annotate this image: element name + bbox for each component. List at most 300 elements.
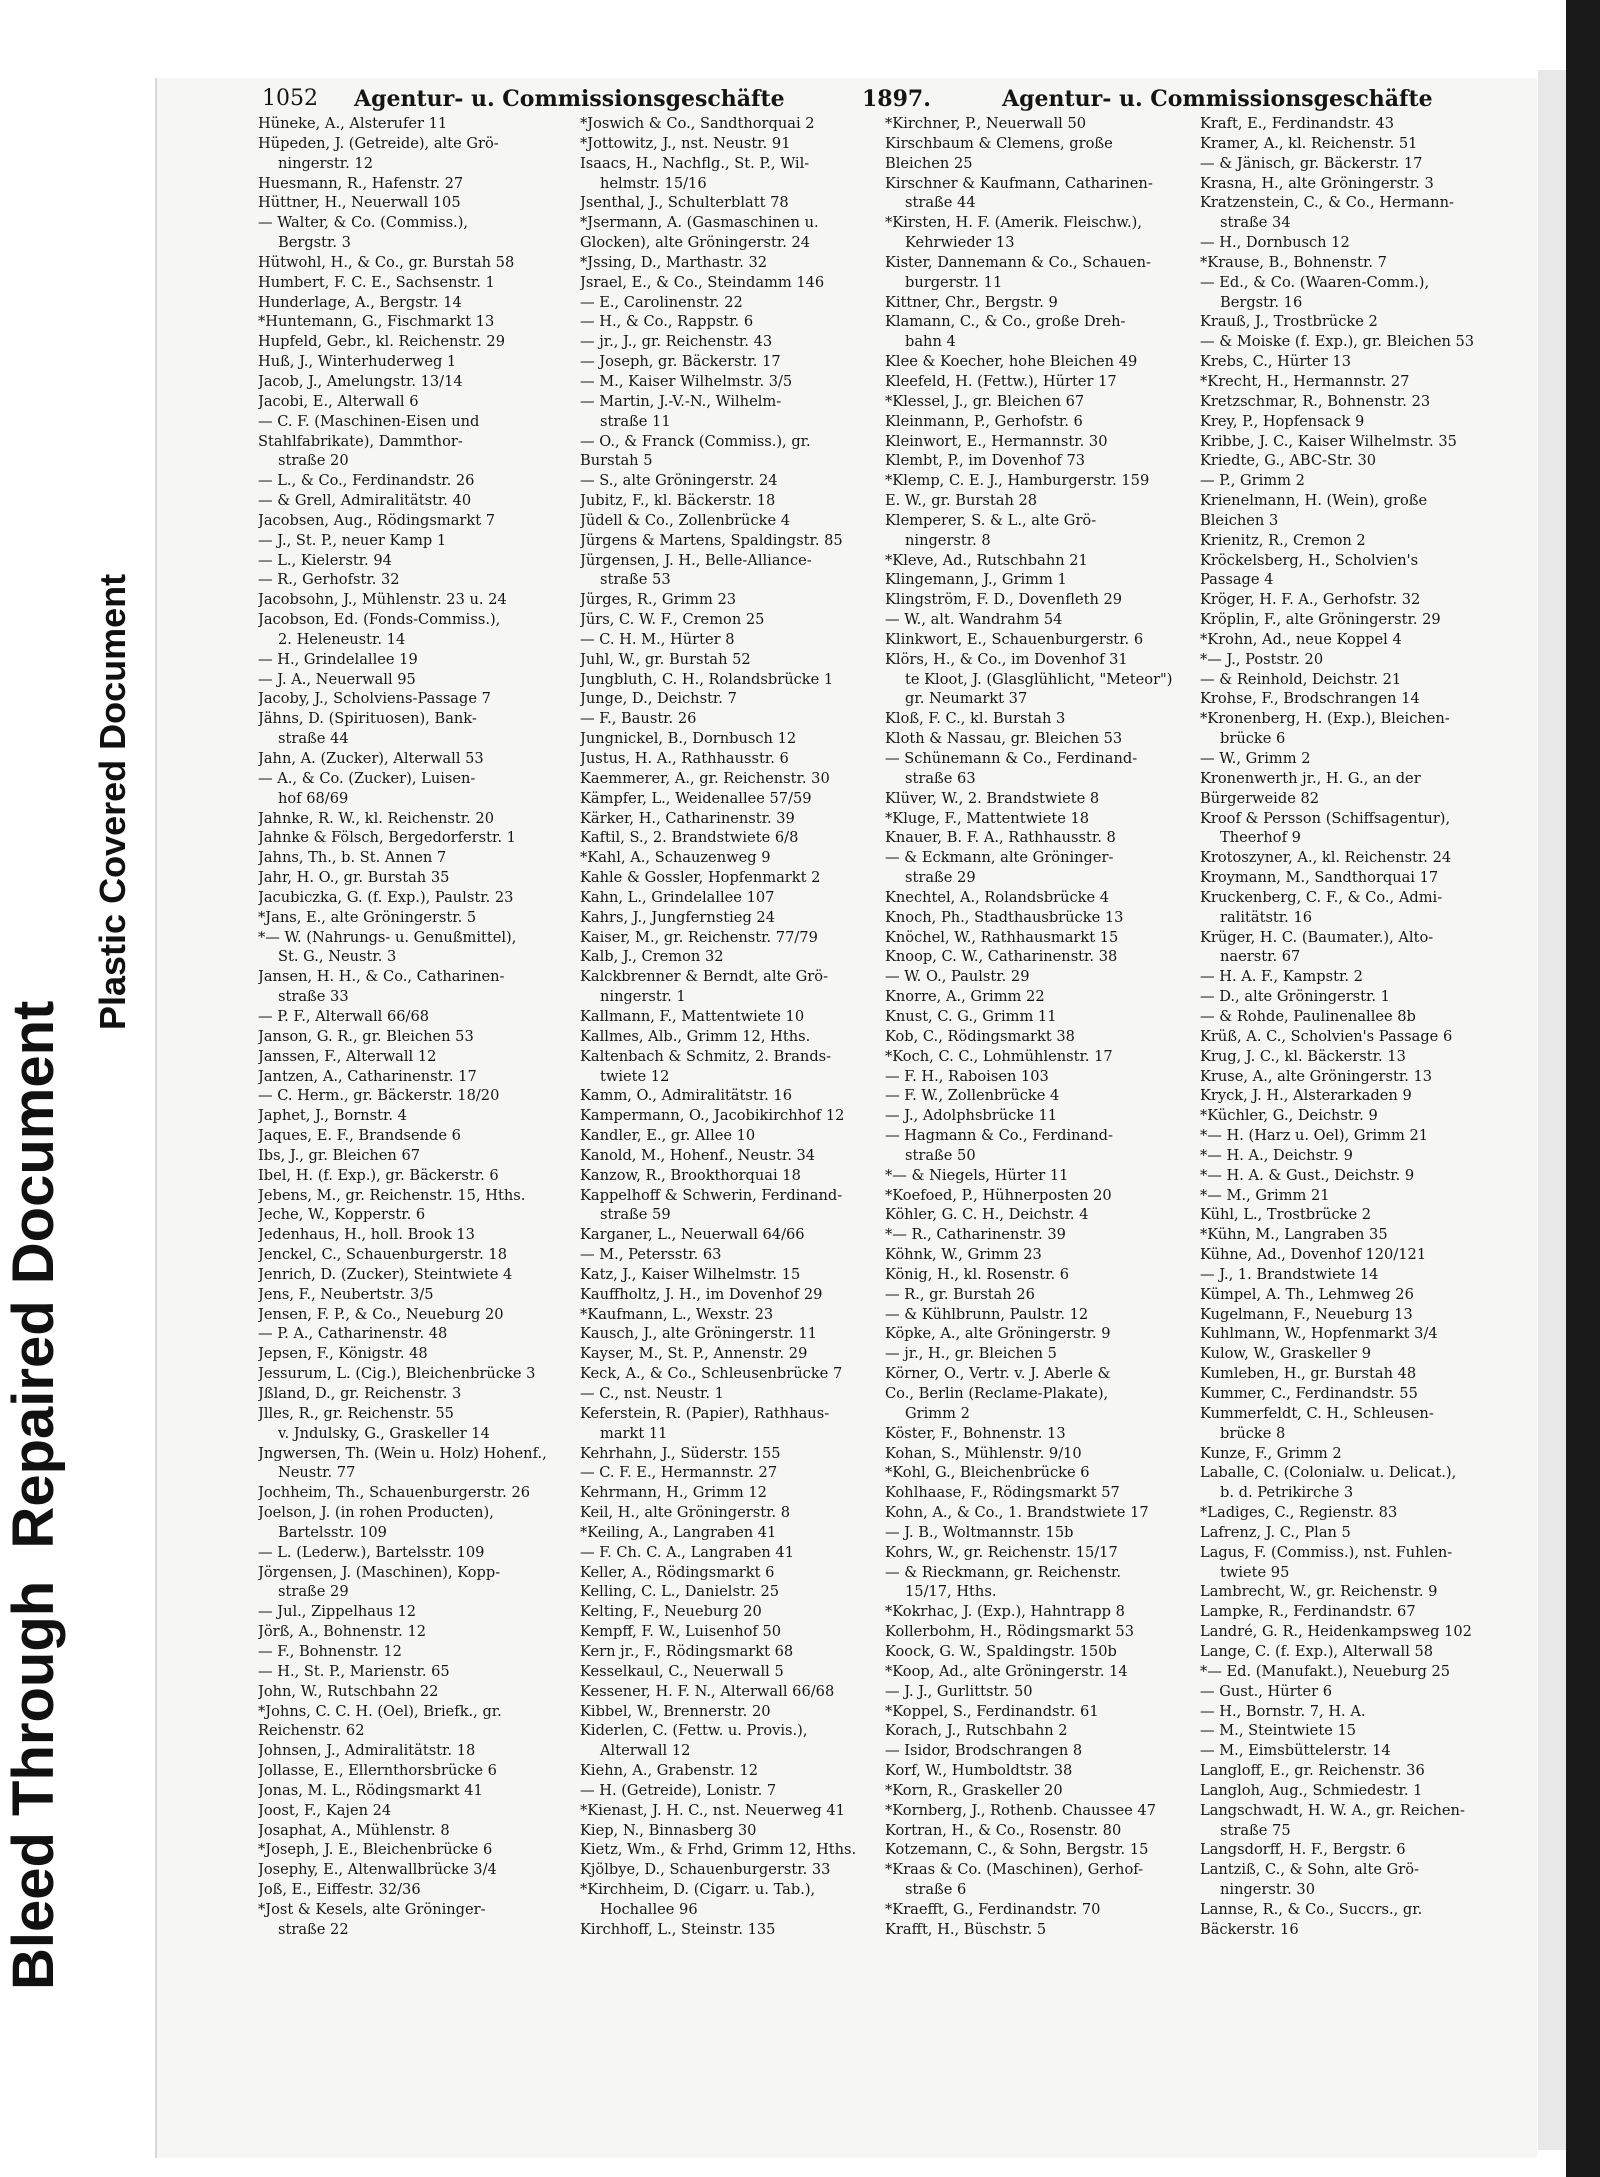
directory-entry: *— W. (Nahrungs- u. Genußmittel), [258, 928, 517, 946]
directory-entry: twiete 95 [1220, 1563, 1290, 1581]
directory-entry: Koock, G. W., Spaldingstr. 150b [885, 1642, 1117, 1660]
directory-entry: — L., & Co., Ferdinandstr. 26 [258, 472, 475, 490]
directory-entry: *Huntemann, G., Fischmarkt 13 [258, 313, 495, 331]
directory-entry: Kleinwort, E., Hermannstr. 30 [885, 432, 1108, 450]
directory-entry: — H., Dornbusch 12 [1200, 234, 1350, 252]
directory-entry: Jürges, R., Grimm 23 [580, 591, 737, 609]
directory-entry: Jahns, Th., b. St. Annen 7 [258, 849, 447, 867]
directory-entry: Laballe, C. (Colonialw. u. Delicat.), [1200, 1464, 1457, 1482]
directory-entry: Krienitz, R., Cremon 2 [1200, 531, 1366, 549]
directory-entry: — Joseph, gr. Bäckerstr. 17 [580, 353, 781, 371]
directory-entry: Jürs, C. W. F., Cremon 25 [580, 611, 765, 629]
directory-entry: Lafrenz, J. C., Plan 5 [1200, 1523, 1351, 1541]
directory-entry: Bleichen 3 [1200, 511, 1279, 529]
directory-entry: Knöchel, W., Rathhausmarkt 15 [885, 928, 1119, 946]
left-running-title: Agentur- u. Commissionsgeschäfte [354, 86, 785, 112]
bleed-through-label: Bleed Through Repaired Document [1, 1000, 66, 1990]
directory-entry: straße 33 [278, 988, 349, 1006]
directory-entry: Jacob, J., Amelungstr. 13/14 [258, 372, 463, 390]
directory-entry: Krotoszyner, A., kl. Reichenstr. 24 [1200, 849, 1452, 867]
directory-entry: *Jost & Kesels, alte Gröninger- [258, 1900, 486, 1918]
directory-entry: Jüdell & Co., Zollenbrücke 4 [580, 511, 791, 529]
directory-entry: straße 20 [278, 452, 349, 470]
directory-entry: — jr., J., gr. Reichenstr. 43 [580, 333, 773, 351]
directory-entry: John, W., Rutschbahn 22 [258, 1682, 439, 1700]
directory-entry: E. W., gr. Burstah 28 [885, 492, 1038, 510]
directory-entry: *Koch, C. C., Lohmühlenstr. 17 [885, 1047, 1113, 1065]
directory-entry: Jubitz, F., kl. Bäckerstr. 18 [580, 492, 776, 510]
directory-entry: Lange, C. (f. Exp.), Alterwall 58 [1200, 1642, 1434, 1660]
directory-entry: Neustr. 77 [278, 1464, 356, 1482]
year: 1897. [862, 86, 931, 112]
directory-entry: Klingström, F. D., Dovenfleth 29 [885, 591, 1123, 609]
directory-entry: Krasna, H., alte Gröningerstr. 3 [1200, 174, 1434, 192]
directory-entry: Kohlhaase, F., Rödingsmarkt 57 [885, 1484, 1120, 1502]
directory-entry: Köhnk, W., Grimm 23 [885, 1246, 1042, 1264]
directory-entry: Köhler, G. C. H., Deichstr. 4 [885, 1206, 1089, 1224]
directory-entry: Kob, C., Rödingsmarkt 38 [885, 1027, 1075, 1045]
directory-entry: Kärker, H., Catharinenstr. 39 [580, 809, 795, 827]
directory-entry: Kietz, Wm., & Frhd, Grimm 12, Hths. [580, 1841, 857, 1859]
directory-entry: — H. (Getreide), Lonistr. 7 [580, 1781, 777, 1799]
directory-entry: Kloß, F. C., kl. Burstah 3 [885, 710, 1066, 728]
directory-entry: Kollerbohm, H., Rödingsmarkt 53 [885, 1623, 1134, 1641]
directory-entry: Jacobsen, Aug., Rödingsmarkt 7 [258, 511, 496, 529]
directory-entry: — F. Ch. C. A., Langraben 41 [580, 1543, 794, 1561]
directory-entry: Kruse, A., alte Gröningerstr. 13 [1200, 1067, 1433, 1085]
directory-entry: Janson, G. R., gr. Bleichen 53 [258, 1027, 474, 1045]
directory-entry: *— R., Catharinenstr. 39 [885, 1226, 1066, 1244]
directory-entry: Josephy, E., Altenwallbrücke 3/4 [258, 1861, 497, 1879]
directory-entry: Kunze, F., Grimm 2 [1200, 1444, 1342, 1462]
directory-entry: Bergstr. 16 [1220, 293, 1303, 311]
directory-entry: *Krecht, H., Hermannstr. 27 [1200, 372, 1410, 390]
directory-entry: Krienelmann, H. (Wein), große [1200, 492, 1428, 510]
directory-entry: Kleinmann, P., Gerhofstr. 6 [885, 412, 1083, 430]
directory-entry: straße 63 [905, 769, 976, 787]
directory-entry: Kotzemann, C., & Sohn, Bergstr. 15 [885, 1841, 1149, 1859]
directory-entry: *Jans, E., alte Gröningerstr. 5 [258, 908, 477, 926]
directory-entry: Jantzen, A., Catharinenstr. 17 [258, 1067, 477, 1085]
directory-entry: Kahn, L., Grindelallee 107 [580, 888, 775, 906]
directory-entry: Kibbel, W., Brennerstr. 20 [580, 1702, 771, 1720]
directory-entry: Kern jr., F., Rödingsmarkt 68 [580, 1642, 794, 1660]
page-header [262, 86, 1532, 114]
directory-entry: Köpke, A., alte Gröningerstr. 9 [885, 1325, 1111, 1343]
directory-entry: Kallmann, F., Mattentwiete 10 [580, 1007, 805, 1025]
directory-entry: Jähns, D. (Spirituosen), Bank- [258, 710, 477, 728]
directory-entry: — L., Kielerstr. 94 [258, 551, 392, 569]
directory-entry: — C. F. (Maschinen-Eisen und [258, 412, 480, 430]
directory-entry: Kronenwerth jr., H. G., an der [1200, 769, 1421, 787]
directory-entry: — P. F., Alterwall 66/68 [258, 1007, 430, 1025]
directory-entry: Kraft, E., Ferdinandstr. 43 [1200, 115, 1395, 132]
directory-entry: Jsrael, E., & Co., Steindamm 146 [580, 273, 825, 291]
directory-entry: Alterwall 12 [600, 1742, 691, 1760]
scan-border [1566, 0, 1600, 2177]
directory-entry: straße 29 [278, 1583, 349, 1601]
directory-entry: *Küchler, G., Deichstr. 9 [1200, 1107, 1378, 1125]
directory-entry: *Joseph, J. E., Bleichenbrücke 6 [258, 1841, 493, 1859]
plastic-covered-label: Plastic Covered Document [92, 573, 133, 1030]
directory-entry: Kummerfeldt, C. H., Schleusen- [1200, 1404, 1434, 1422]
directory-entry: Kiehn, A., Grabenstr. 12 [580, 1762, 759, 1780]
directory-entry: Köster, F., Bohnenstr. 13 [885, 1424, 1066, 1442]
directory-entry: — F., Bohnenstr. 12 [258, 1642, 402, 1660]
directory-entry: Jacobsohn, J., Mühlenstr. 23 u. 24 [258, 591, 507, 609]
directory-entry: Kahle & Gossler, Hopfenmarkt 2 [580, 869, 821, 887]
directory-entry: — & Kühlbrunn, Paulstr. 12 [885, 1305, 1089, 1323]
directory-entry: Juhl, W., gr. Burstah 52 [580, 650, 751, 668]
directory-entry: Jacobi, E., Alterwall 6 [258, 392, 419, 410]
directory-entry: Kehrmann, H., Grimm 12 [580, 1484, 767, 1502]
directory-entry: Jollasse, E., Ellernthorsbrücke 6 [258, 1762, 497, 1780]
directory-entry: Kaftil, S., 2. Brandstwiete 6/8 [580, 829, 799, 847]
directory-entry: Krafft, H., Büschstr. 5 [885, 1920, 1047, 1938]
directory-entry: Junge, D., Deichstr. 7 [580, 690, 737, 708]
directory-entry: Krohse, F., Brodschrangen 14 [1200, 690, 1420, 708]
directory-entry: Keck, A., & Co., Schleusenbrücke 7 [580, 1365, 843, 1383]
directory-entry: *Kühn, M., Langraben 35 [1200, 1226, 1388, 1244]
directory-entry: Krebs, C., Hürter 13 [1200, 353, 1351, 371]
directory-entry: Kaiser, M., gr. Reichenstr. 77/79 [580, 928, 818, 946]
directory-entry: *Ladiges, C., Regienstr. 83 [1200, 1504, 1398, 1522]
directory-entry: Keferstein, R. (Papier), Rathhaus- [580, 1404, 830, 1422]
directory-entry: — J., 1. Brandstwiete 14 [1200, 1265, 1379, 1283]
directory-entry: Kessener, H. F. N., Alterwall 66/68 [580, 1682, 835, 1700]
directory-entry: Jebens, M., gr. Reichenstr. 15, Hths. [258, 1186, 526, 1204]
directory-entry: Hochallee 96 [600, 1900, 698, 1918]
directory-entry: Kelling, C. L., Danielstr. 25 [580, 1583, 780, 1601]
directory-entry: brücke 6 [1220, 730, 1286, 748]
directory-entry: Jeche, W., Kopperstr. 6 [258, 1206, 426, 1224]
directory-entry: 15/17, Hths. [905, 1583, 997, 1601]
directory-entry: Kortran, H., & Co., Rosenstr. 80 [885, 1821, 1122, 1839]
directory-entry: *Kluge, F., Mattentwiete 18 [885, 809, 1090, 827]
directory-entry: — W., alt. Wandrahm 54 [885, 611, 1063, 629]
directory-entry: Lannse, R., & Co., Succrs., gr. [1200, 1900, 1423, 1918]
column-2 [580, 114, 892, 1940]
directory-entry: — jr., H., gr. Bleichen 5 [885, 1345, 1057, 1363]
directory-entry: — M., Steintwiete 15 [1200, 1722, 1357, 1740]
directory-entry: straße 22 [278, 1920, 349, 1938]
directory-entry: *Johns, C. C. H. (Oel), Briefk., gr. [258, 1702, 502, 1720]
directory-entry: — H. A. F., Kampstr. 2 [1200, 968, 1363, 986]
directory-entry: Kampermann, O., Jacobikirchhof 12 [580, 1107, 845, 1125]
directory-entry: Jensen, F. P., & Co., Neueburg 20 [258, 1305, 504, 1323]
directory-entry: te Kloot, J. (Glasglühlicht, "Meteor") [905, 670, 1173, 688]
directory-entry: Kretzschmar, R., Bohnenstr. 23 [1200, 392, 1431, 410]
directory-entry: straße 44 [905, 194, 976, 212]
column-4 [1200, 114, 1520, 1940]
directory-entry: Justus, H. A., Rathhausstr. 6 [580, 750, 789, 767]
directory-entry: Theerhof 9 [1220, 829, 1301, 847]
directory-entry: Kümpel, A. Th., Lehmweg 26 [1200, 1285, 1414, 1303]
directory-entry: — H., Grindelallee 19 [258, 650, 418, 668]
directory-entry: Hupfeld, Gebr., kl. Reichenstr. 29 [258, 333, 505, 351]
directory-entry: Kallmes, Alb., Grimm 12, Hths. [580, 1027, 811, 1045]
directory-entry: Jßland, D., gr. Reichenstr. 3 [258, 1385, 462, 1402]
directory-entry: Kröger, H. F. A., Gerhofstr. 32 [1200, 591, 1421, 609]
directory-entry: — H., St. P., Marienstr. 65 [258, 1662, 450, 1680]
directory-entry: hof 68/69 [278, 789, 349, 807]
directory-entry: *— M., Grimm 21 [1200, 1186, 1330, 1204]
directory-entry: — Walter, & Co. (Commiss.), [258, 214, 469, 232]
directory-entry: Lambrecht, W., gr. Reichenstr. 9 [1200, 1583, 1438, 1601]
directory-entry: Krey, P., Hopfensack 9 [1200, 412, 1365, 430]
directory-entry: Kirschner & Kaufmann, Catharinen- [885, 174, 1153, 192]
directory-entry: Humbert, F. C. E., Sachsenstr. 1 [258, 273, 495, 291]
directory-entry: *Kaufmann, L., Wexstr. 23 [580, 1305, 774, 1323]
directory-entry: Kribbe, J. C., Kaiser Wilhelmstr. 35 [1200, 432, 1457, 450]
directory-entry: Kröckelsberg, H., Scholvien's [1200, 551, 1419, 569]
directory-entry: gr. Neumarkt 37 [905, 690, 1028, 708]
directory-entry: — J. A., Neuerwall 95 [258, 670, 416, 688]
directory-entry: — P., Grimm 2 [1200, 472, 1305, 490]
directory-entry: Kumleben, H., gr. Burstah 48 [1200, 1365, 1417, 1383]
directory-entry: *Kirsten, H. F. (Amerik. Fleischw.), [885, 214, 1143, 232]
directory-entry: Jaques, E. F., Brandsende 6 [258, 1127, 461, 1145]
directory-entry: Kirschbaum & Clemens, große [885, 134, 1113, 152]
directory-entry: Klörs, H., & Co., im Dovenhof 31 [885, 650, 1128, 668]
directory-entry: *— H. A., Deichstr. 9 [1200, 1146, 1353, 1164]
directory-entry: Bergstr. 3 [278, 234, 351, 252]
directory-entry: Ibel, H. (f. Exp.), gr. Bäckerstr. 6 [258, 1166, 499, 1184]
directory-entry: Jungbluth, C. H., Rolandsbrücke 1 [580, 670, 834, 688]
directory-entry: Kroymann, M., Sandthorquai 17 [1200, 869, 1439, 887]
directory-entry: *Koefoed, P., Hühnerposten 20 [885, 1186, 1112, 1204]
directory-entry: Jens, F., Neubertstr. 3/5 [258, 1285, 434, 1303]
directory-entry: Klingemann, J., Grimm 1 [885, 571, 1067, 589]
directory-entry: Hüttner, H., Neuerwall 105 [258, 194, 461, 212]
directory-entry: Jngwersen, Th. (Wein u. Holz) Hohenf., [258, 1444, 547, 1462]
directory-entry: Landré, G. R., Heidenkampsweg 102 [1200, 1623, 1472, 1641]
directory-entry: Klembt, P., im Dovenhof 73 [885, 452, 1086, 470]
directory-entry: Jansen, H. H., & Co., Catharinen- [258, 968, 505, 986]
directory-entry: Kelting, F., Neueburg 20 [580, 1603, 762, 1621]
directory-entry: Kayser, M., St. P., Annenstr. 29 [580, 1345, 808, 1363]
directory-entry: *Kienast, J. H. C., nst. Neuerweg 41 [580, 1801, 845, 1819]
directory-entry: Kjölbye, D., Schauenburgerstr. 33 [580, 1861, 831, 1879]
directory-entry: — Hagmann & Co., Ferdinand- [885, 1127, 1113, 1145]
directory-entry: St. G., Neustr. 3 [278, 948, 397, 966]
directory-entry: *— H. (Harz u. Oel), Grimm 21 [1200, 1127, 1429, 1145]
directory-entry: *Kirchner, P., Neuerwall 50 [885, 115, 1087, 132]
directory-entry: — C. H. M., Hürter 8 [580, 630, 735, 648]
directory-entry: Kramer, A., kl. Reichenstr. 51 [1200, 134, 1418, 152]
directory-entry: Bleichen 25 [885, 154, 973, 172]
directory-entry: Kulow, W., Graskeller 9 [1200, 1345, 1372, 1363]
directory-entry: Kiep, N., Binnasberg 30 [580, 1821, 757, 1839]
directory-entry: straße 53 [600, 571, 671, 589]
directory-entry: Kühl, L., Trostbrücke 2 [1200, 1206, 1372, 1224]
directory-entry: *Krohn, Ad., neue Koppel 4 [1200, 630, 1402, 648]
directory-entry: *Kronenberg, H. (Exp.), Bleichen- [1200, 710, 1450, 728]
directory-entry: Kehrwieder 13 [905, 234, 1015, 252]
directory-entry: Kratzenstein, C., & Co., Hermann- [1200, 194, 1454, 212]
directory-entry: *Jssing, D., Marthastr. 32 [580, 253, 768, 271]
directory-entry: Johnsen, J., Admiralitätstr. 18 [258, 1742, 476, 1760]
directory-entry: Jacubiczka, G. (f. Exp.), Paulstr. 23 [258, 888, 514, 906]
directory-entry: Krug, J. C., kl. Bäckerstr. 13 [1200, 1047, 1406, 1065]
directory-entry: Klemperer, S. & L., alte Grö- [885, 511, 1097, 529]
directory-entry: Glocken), alte Gröningerstr. 24 [580, 234, 811, 252]
directory-entry: Bartelsstr. 109 [278, 1523, 387, 1541]
directory-entry: — C. F. E., Hermannstr. 27 [580, 1464, 778, 1482]
directory-entry: *Koop, Ad., alte Gröningerstr. 14 [885, 1662, 1128, 1680]
directory-entry: Jessurum, L. (Cig.), Bleichenbrücke 3 [258, 1365, 536, 1383]
directory-entry: Jahr, H. O., gr. Burstah 35 [258, 869, 450, 887]
directory-entry: Jungnickel, B., Dornbusch 12 [580, 730, 797, 748]
directory-entry: — M., Eimsbüttelerstr. 14 [1200, 1742, 1391, 1760]
directory-entry: — J., St. P., neuer Kamp 1 [258, 531, 447, 549]
directory-entry: markt 11 [600, 1424, 668, 1442]
page-number: 1052 [262, 86, 318, 111]
directory-entry: straße 29 [905, 869, 976, 887]
directory-entry: Klamann, C., & Co., große Dreh- [885, 313, 1126, 331]
directory-entry: Hütwohl, H., & Co., gr. Burstah 58 [258, 253, 515, 271]
directory-entry: straße 75 [1220, 1821, 1291, 1839]
directory-entry: Bäckerstr. 16 [1200, 1920, 1299, 1938]
directory-entry: Langloh, Aug., Schmiedestr. 1 [1200, 1781, 1423, 1799]
directory-entry: Klüver, W., 2. Brandstwiete 8 [885, 789, 1100, 807]
directory-entry: Kausch, J., alte Gröningerstr. 11 [580, 1325, 817, 1343]
directory-entry: Jörß, A., Bohnenstr. 12 [258, 1623, 427, 1641]
directory-entry: Jenrich, D. (Zucker), Steintwiete 4 [258, 1265, 513, 1283]
directory-entry: Janssen, F., Alterwall 12 [258, 1047, 437, 1065]
directory-entry: burgerstr. 11 [905, 273, 1003, 291]
directory-entry: Hüpeden, J. (Getreide), alte Grö- [258, 134, 499, 152]
directory-entry: Knorre, A., Grimm 22 [885, 988, 1045, 1006]
directory-entry: twiete 12 [600, 1067, 670, 1085]
directory-entry: Kleefeld, H. (Fettw.), Hürter 17 [885, 372, 1117, 390]
directory-entry: — Martin, J.-V.-N., Wilhelm- [580, 392, 782, 410]
directory-entry: Kalb, J., Cremon 32 [580, 948, 724, 966]
scan-sidebar [0, 0, 150, 2177]
directory-entry: *Korn, R., Graskeller 20 [885, 1781, 1063, 1799]
directory-entry: straße 50 [905, 1146, 976, 1164]
directory-entry: — & Rohde, Paulinenallee 8b [1200, 1007, 1416, 1025]
directory-entry: straße 6 [905, 1881, 967, 1899]
directory-entry: Kohan, S., Mühlenstr. 9/10 [885, 1444, 1082, 1462]
directory-entry: — R., Gerhofstr. 32 [258, 571, 400, 589]
directory-entry: — F. W., Zollenbrücke 4 [885, 1087, 1060, 1105]
directory-entry: — J., Adolphsbrücke 11 [885, 1107, 1058, 1125]
directory-entry: Kiderlen, C. (Fettw. u. Provis.), [580, 1722, 808, 1740]
directory-entry: *— J., Poststr. 20 [1200, 650, 1324, 668]
directory-entry: Knust, C. G., Grimm 11 [885, 1007, 1057, 1025]
directory-entry: — E., Carolinenstr. 22 [580, 293, 743, 311]
directory-entry: — L. (Lederw.), Bartelsstr. 109 [258, 1543, 485, 1561]
directory-entry: *Keiling, A., Langraben 41 [580, 1523, 777, 1541]
directory-entry: Krüger, H. C. (Baumater.), Alto- [1200, 928, 1434, 946]
directory-entry: Kirchhoff, L., Steinstr. 135 [580, 1920, 776, 1938]
directory-entry: — Ed., & Co. (Waaren-Comm.), [1200, 273, 1430, 291]
directory-entry: v. Jndulsky, G., Graskeller 14 [278, 1424, 490, 1442]
directory-entry: Korach, J., Rutschbahn 2 [885, 1722, 1068, 1740]
directory-entry: Passage 4 [1200, 571, 1274, 589]
directory-entry: ningerstr. 1 [600, 988, 686, 1006]
directory-entry: — J. J., Gurlittstr. 50 [885, 1682, 1033, 1700]
directory-entry: Klee & Koecher, hohe Bleichen 49 [885, 353, 1138, 371]
directory-entry: Kanold, M., Hohenf., Neustr. 34 [580, 1146, 816, 1164]
directory-entry: Körner, O., Vertr. v. J. Aberle & [885, 1365, 1111, 1383]
directory-entry: — & Grell, Admiralitätstr. 40 [258, 492, 472, 510]
directory-entry: Langsdorff, H. F., Bergstr. 6 [1200, 1841, 1406, 1859]
directory-entry: Karganer, L., Neuerwall 64/66 [580, 1226, 805, 1244]
directory-entry: Huß, J., Winterhuderweg 1 [258, 353, 457, 371]
directory-entry: Kaemmerer, A., gr. Reichenstr. 30 [580, 769, 830, 787]
directory-entry: Kämpfer, L., Weidenallee 57/59 [580, 789, 812, 807]
directory-entry: Bürgerweide 82 [1200, 789, 1320, 807]
directory-entry: Kempff, F. W., Luisenhof 50 [580, 1623, 782, 1641]
directory-entry: Isaacs, H., Nachflg., St. P., Wil- [580, 154, 810, 172]
directory-entry: Josaphat, A., Mühlenstr. 8 [258, 1821, 450, 1839]
directory-entry: Kohrs, W., gr. Reichenstr. 15/17 [885, 1543, 1118, 1561]
directory-entry: Jacobson, Ed. (Fonds-Commiss.), [258, 611, 501, 629]
directory-entry: Knoop, C. W., Catharinenstr. 38 [885, 948, 1118, 966]
directory-entry: bahn 4 [905, 333, 956, 351]
directory-entry: helmstr. 15/16 [600, 174, 707, 192]
directory-entry: Lampke, R., Ferdinandstr. 67 [1200, 1603, 1416, 1621]
directory-entry: Reichenstr. 62 [258, 1722, 365, 1740]
directory-entry: Krüß, A. C., Scholvien's Passage 6 [1200, 1027, 1453, 1045]
directory-entry: ningerstr. 30 [1220, 1881, 1315, 1899]
directory-entry: Klinkwort, E., Schauenburgerstr. 6 [885, 630, 1144, 648]
column-1 [258, 114, 576, 1940]
directory-entry: Joß, E., Eiffestr. 32/36 [258, 1881, 421, 1899]
directory-entry: brücke 8 [1220, 1424, 1286, 1442]
directory-entry: Kister, Dannemann & Co., Schauen- [885, 253, 1151, 271]
directory-entry: *Kirchheim, D. (Cigarr. u. Tab.), [580, 1881, 816, 1899]
directory-entry: *Joswich & Co., Sandthorquai 2 [580, 115, 815, 132]
directory-entry: — Gust., Hürter 6 [1200, 1682, 1333, 1700]
directory-entry: — S., alte Gröningerstr. 24 [580, 472, 778, 490]
directory-entry: Kalckbrenner & Berndt, alte Grö- [580, 968, 829, 986]
directory-entry: Kloth & Nassau, gr. Bleichen 53 [885, 730, 1123, 748]
directory-entry: Lagus, F. (Commiss.), nst. Fuhlen- [1200, 1543, 1453, 1561]
directory-entry: Kesselkaul, C., Neuerwall 5 [580, 1662, 784, 1680]
directory-entry: Hunderlage, A., Bergstr. 14 [258, 293, 462, 311]
directory-entry: Katz, J., Kaiser Wilhelmstr. 15 [580, 1265, 801, 1283]
directory-entry: Grimm 2 [905, 1404, 970, 1422]
directory-entry: *Kohl, G., Bleichenbrücke 6 [885, 1464, 1090, 1482]
directory-entry: naerstr. 67 [1220, 948, 1301, 966]
directory-entry: — O., & Franck (Commiss.), gr. [580, 432, 811, 450]
directory-entry: — & Rieckmann, gr. Reichenstr. [885, 1563, 1122, 1581]
directory-entry: straße 34 [1220, 214, 1291, 232]
directory-entry: Co., Berlin (Reclame-Plakate), [885, 1385, 1109, 1402]
directory-entry: — H., & Co., Rappstr. 6 [580, 313, 754, 331]
directory-entry: *Kleve, Ad., Rutschbahn 21 [885, 551, 1088, 569]
directory-entry: — Isidor, Brodschrangen 8 [885, 1742, 1083, 1760]
directory-entry: Kauffholtz, J. H., im Dovenhof 29 [580, 1285, 823, 1303]
directory-entry: b. d. Petrikirche 3 [1220, 1484, 1354, 1502]
directory-entry: *— H. A. & Gust., Deichstr. 9 [1200, 1166, 1415, 1184]
directory-entry: Kröplin, F., alte Gröningerstr. 29 [1200, 611, 1441, 629]
directory-entry: — Schünemann & Co., Ferdinand- [885, 750, 1138, 767]
directory-entry: — M., Kaiser Wilhelmstr. 3/5 [580, 372, 793, 390]
directory-entry: 2. Heleneustr. 14 [278, 630, 406, 648]
directory-entry: Kummer, C., Ferdinandstr. 55 [1200, 1385, 1418, 1402]
directory-entry: Jochheim, Th., Schauenburgerstr. 26 [258, 1484, 531, 1502]
directory-entry: Jörgensen, J. (Maschinen), Kopp- [258, 1563, 501, 1581]
directory-entry: Jonas, M. L., Rödingsmarkt 41 [258, 1781, 483, 1799]
directory-entry: Langloff, E., gr. Reichenstr. 36 [1200, 1762, 1425, 1780]
directory-entry: Jürgensen, J. H., Belle-Alliance- [580, 551, 812, 569]
directory-entry: *Kornberg, J., Rothenb. Chaussee 47 [885, 1801, 1156, 1819]
directory-entry: Kroof & Persson (Schiffsagentur), [1200, 809, 1451, 827]
